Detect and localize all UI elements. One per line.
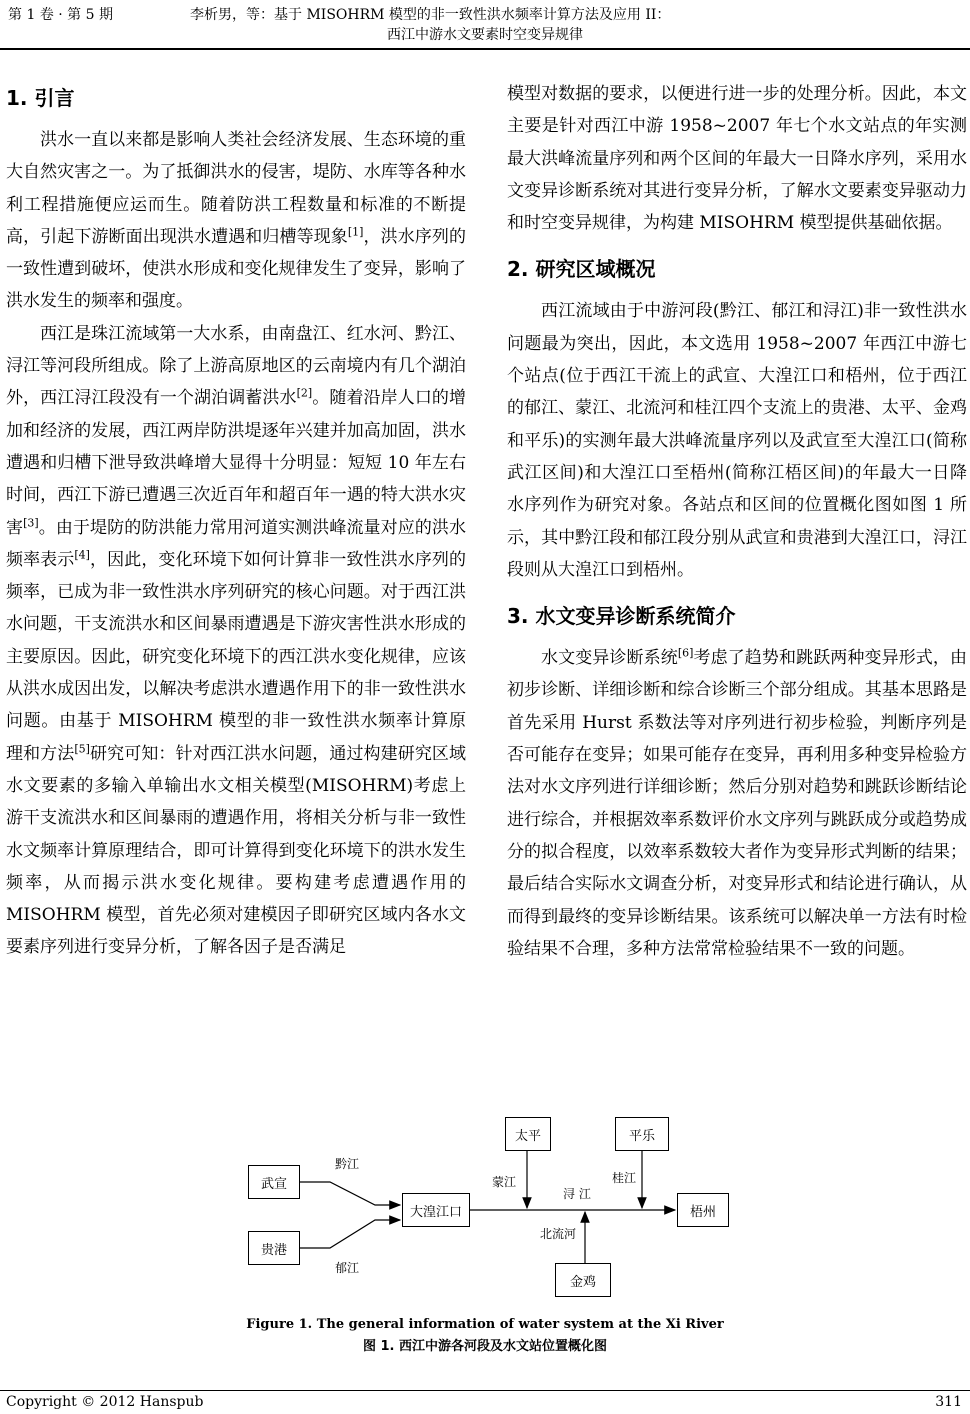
river-label-mengjiang: 蒙江 <box>492 1175 517 1189</box>
running-title-line2: 西江中游水文要素时空变异规律 <box>387 27 583 43</box>
station-guigang: 贵港 <box>248 1231 300 1265</box>
river-label-qianjiang: 黔江 <box>335 1157 360 1171</box>
figure-water-system-diagram <box>240 1115 740 1305</box>
citation-1[interactable]: [1] <box>347 225 364 239</box>
paragraph-intro-1: 洪水一直以来都是影响人类社会经济发展、生态环境的重大自然灾害之一。为了抵御洪水的侵害，堤防、水库等各种水利工程措施便应运而生。随着防洪工程数量和标准的不断提高，引起下游断面出现洪水遭遇和归槽等现象[1]，洪水序列的一致性遭到破坏，使洪水形成和变化规律发生了变异，影响了洪水发生的频率和强度。 <box>6 130 467 312</box>
running-title-line1: 李析男，等：基于 MISOHRM 模型的非一致性洪水频率计算方法及应用 II： <box>190 7 671 23</box>
left-column <box>6 78 466 964</box>
station-jinji: 金鸡 <box>555 1263 611 1297</box>
paragraph-study-area: 西江流域由于中游河段(黔江、郁江和浔江)非一致性洪水问题最为突出，因此，本文选用 1958~2007 年西江中游七个站点(位于西江干流上的武宣、大湟江口和梧州，位于西江的郁江、蒙江、北流河和桂江四个支流上的贵港、太平、金鸡和平乐)的实测年最大洪峰流量序列以及武宣至大湟江口(简称武江区间)和大湟江口至梧州(简称江梧区间)的年最大一日降水序列作为研究对象。各站点和区间的位置概化图如图 1 所示，其中黔江段和郁江段分别从武宣和贵港到大湟江口，浔江段则从大湟江口到梧州。 <box>507 301 967 580</box>
station-dahuangjiangkou: 大湟江口 <box>402 1193 470 1227</box>
station-pingle: 平乐 <box>615 1117 669 1151</box>
citation-4[interactable]: [4] <box>74 548 90 562</box>
station-wuzhou: 梧州 <box>677 1193 729 1227</box>
paragraph-diagnosis-system: 水文变异诊断系统[6]考虑了趋势和跳跃两种变异形式，由初步诊断、详细诊断和综合诊断三个部分组成。其基本思路是首先采用 Hurst 系数法等对序列进行初步检验，判断序列是否可能存在变异；如果可能存在变异，再利用多种变异检验方法对水文序列进行详细诊断；然后分别对趋势和跳跃诊断结论进行综合，并根据效率系数评价水文序列与跳跃成分或趋势成分的拟合程度，以效率系数较大者作为变异形式判断的结果；最后结合实际水文调查分析，对变异形式和结论进行确认，从而得到最终的变异诊断结果。该系统可以解决单一方法有时检验结果不合理，多种方法常常检验结果不一致的问题。 <box>507 646 968 959</box>
river-label-beiliuhe: 北流河 <box>540 1227 577 1241</box>
citation-3[interactable]: [3] <box>23 515 39 529</box>
header-rule <box>0 48 970 50</box>
page-number: 311 <box>935 1394 962 1410</box>
river-label-yujiang: 郁江 <box>335 1261 360 1275</box>
figure-caption-chinese: 图 1. 西江中游各河段及水文站位置概化图 <box>362 1339 608 1354</box>
figure-caption-english: Figure 1. The general information of water system at the Xi River <box>246 1317 724 1332</box>
station-wuxuan: 武宣 <box>248 1165 300 1199</box>
citation-5[interactable]: [5] <box>74 741 90 755</box>
page-header <box>0 0 970 52</box>
section-heading-diagnosis-system: 3. 水文变异诊断系统简介 <box>507 604 736 629</box>
river-label-guijiang: 桂江 <box>612 1171 637 1185</box>
station-taiping: 太平 <box>505 1117 551 1151</box>
footer-rule <box>0 1390 970 1391</box>
section-heading-introduction: 1. 引言 <box>6 86 75 110</box>
journal-volume: 第 1 卷 · 第 5 期 <box>8 7 113 23</box>
citation-2[interactable]: [2] <box>296 386 313 400</box>
citation-6[interactable]: [6] <box>677 646 694 660</box>
section-heading-study-area: 2. 研究区域概况 <box>507 257 656 282</box>
right-column <box>507 78 967 965</box>
river-label-xunjiang: 浔 江 <box>563 1187 591 1201</box>
paragraph-intro-2: 西江是珠江流域第一大水系，由南盘江、红水河、黔江、浔江等河段所组成。除了上游高原地区的云南境内有几个湖泊外，西江浔江段没有一个湖泊调蓄洪水[2]。随着沿岸人口的增加和经济的发展，西江两岸防洪堤逐年兴建并加高加固，洪水遭遇和归槽下泄导致洪峰增大显得十分明显：短短 10 年左右时间，西江下游已遭遇三次近百年和超百年一遇的特大洪水灾害[3]。由于堤防的防洪能力常用河道实测洪峰流量对应的洪水频率表示[4]，因此，变化环境下如何计算非一致性洪水序列的频率，已成为非一致性洪水序列研究的核心问题。对于西江洪水问题，干支流洪水和区间暴雨遭遇是下游灾害性洪水形成的主要原因。因此，研究变化环境下的西江洪水变化规律，应该从洪水成因出发，以解决考虑洪水遭遇作用下的非一致性洪水问题。由基于 MISOHRM 模型的非一致性洪水频率计算原理和方法[5]研究可知：针对西江洪水问题，通过构建研究区域水文要素的多输入单输出水文相关模型(MISOHRM)考虑上游干支流洪水和区间暴雨的遭遇作用，将相关分析与非一致性水文频率计算原理结合，即可计算得到变化环境下的洪水发生频率，从而揭示洪水变化规律。要构建考虑遭遇作用的 MISOHRM 模型，首先必须对建模因子即研究区域内各水文要素序列进行变异分析，了解各因子是否满足 <box>6 323 467 958</box>
copyright-notice: Copyright © 2012 Hanspub <box>6 1394 204 1410</box>
paragraph-intro-continued: 模型对数据的要求，以便进行进一步的处理分析。因此，本文主要是针对西江中游 1958~2007 年七个水文站点的年实测最大洪峰流量序列和两个区间的年最大一日降水序列，采用水文变异诊断系统对其进行变异分析，了解水文要素变异驱动力和时空变异规律，为构建 MISOHRM 模型提供基础依据。 <box>507 84 967 234</box>
